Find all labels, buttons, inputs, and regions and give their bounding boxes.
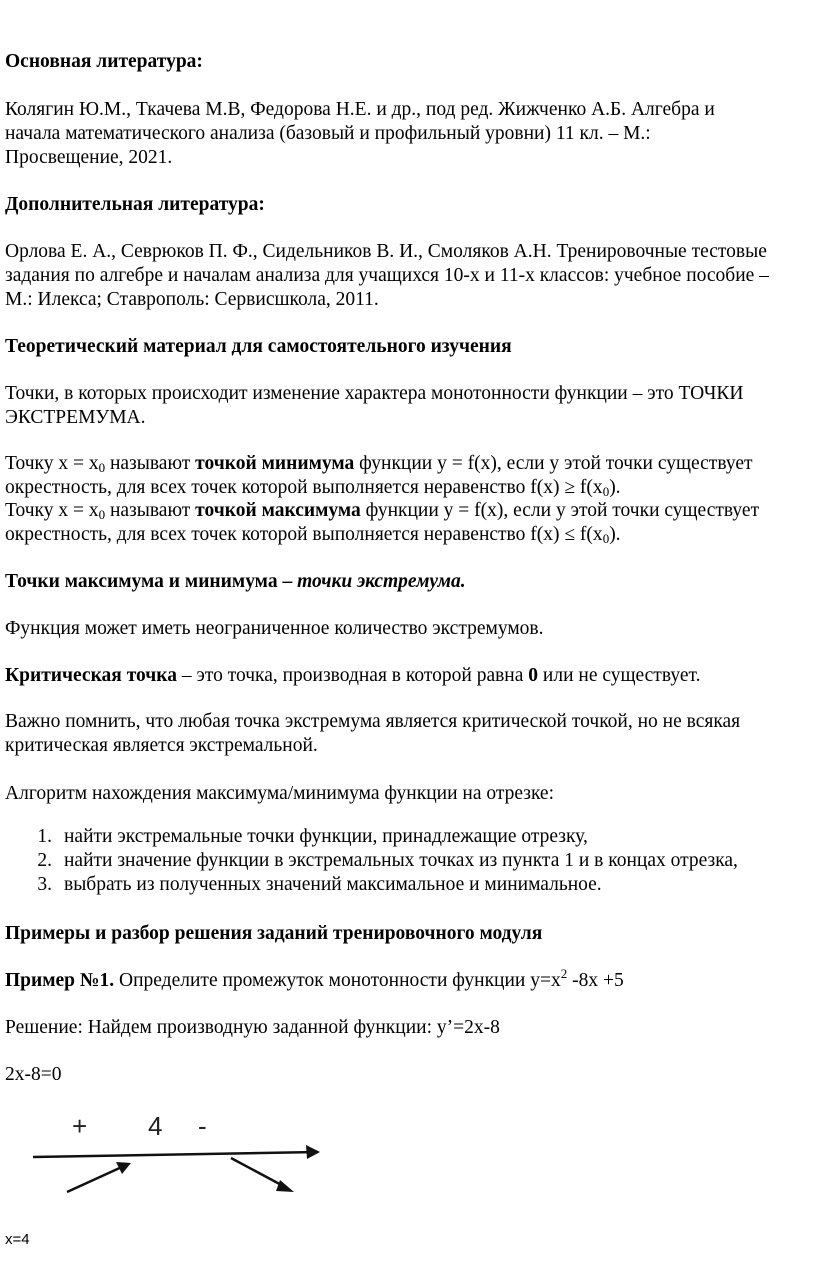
answer-text: x=4 [5, 1231, 30, 1248]
minus-sign: - [198, 1111, 207, 1141]
increasing-arrow-icon [67, 1162, 131, 1192]
maximum-definition-line-1: Точку $x = x_0$ называют точкой максимума функции y = f(x), если у этой точки существует [5, 500, 760, 522]
unlimited-extrema-text: Функция может иметь неограниченное количество экстремумов. [5, 618, 544, 639]
extra-literature-line-3: М.: Илекса; Ставрополь: Сервисшкола, 2011. [5, 289, 379, 310]
main-literature-line-2: начала математического анализа (базовый и профильный уровни) 11 кл. – М.: [5, 123, 651, 144]
equation-text: 2x-8=0 [5, 1064, 62, 1085]
extra-literature-line-1: Орлова Е. А., Севрюков П. Ф., Сидельников В. И., Смоляков А.Н. Тренировочные тестовые [5, 241, 767, 262]
list-item: найти экстремальные точки функции, принадлежащие отрезку, [64, 826, 588, 847]
extra-literature-heading: Дополнительная литература: [5, 194, 265, 215]
main-literature-heading: Основная литература: [5, 51, 203, 72]
maximum-definition-line-2: окрестность, для всех точек которой выполняется неравенство $f(x) \le f(x_0)$. [5, 524, 621, 546]
list-item: найти значение функции в экстремальных точках из пункта 1 и в концах отрезка, [64, 850, 738, 871]
sign-diagram [0, 1100, 400, 1210]
examples-heading: Примеры и разбор решения заданий тренировочного модуля [5, 923, 543, 944]
remember-line-1: Важно помнить, что любая точка экстремума является критической точкой, но не всякая [5, 711, 741, 732]
minimum-definition-line-1: Точку $x = x_0$ называют точкой минимума функции y = f(x), если у этой точки существует [5, 453, 753, 475]
theory-paragraph-line-1: Точки, в которых происходит изменение характера монотонности функции – это ТОЧКИ [5, 383, 744, 404]
list-item-number: 1. [37, 826, 52, 847]
list-item-number: 2. [37, 850, 52, 871]
list-item-number: 3. [37, 874, 52, 895]
minimum-definition-line-2: окрестность, для всех точек которой выполняется неравенство $f(x) \ge f(x_0)$. [5, 477, 621, 499]
example-1-statement: Пример №1. Определите промежуток монотонности функции $y=x^2$ -8x +5 [5, 966, 624, 991]
extra-literature-line-2: задания по алгебре и началам анализа для учащихся 10-х и 11-х классов: учебное пособие – [5, 265, 769, 286]
main-literature-line-3: Просвещение, 2021. [5, 147, 173, 168]
theory-heading: Теоретический материал для самостоятельного изучения [5, 336, 512, 357]
theory-paragraph-line-2: ЭКСТРЕМУМА. [5, 407, 146, 428]
number-axis-arrow [33, 1145, 320, 1159]
extremum-heading: Точки максимума и минимума – точки экстремума. [5, 571, 466, 592]
minimum-term: точкой минимума [195, 453, 355, 474]
critical-point-label: 4 [148, 1111, 163, 1141]
solution-text: Решение: Найдем производную заданной функции: y’=2x-8 [5, 1017, 500, 1038]
remember-line-2: критическая является экстремальной. [5, 735, 318, 756]
critical-point-definition: Критическая точка – это точка, производная в которой равна 0 или не существует. [5, 665, 701, 686]
maximum-term: точкой максимума [195, 500, 361, 521]
main-literature-line-1: Колягин Ю.М., Ткачева М.В, Федорова Н.Е. и др., под ред. Жижченко А.Б. Алгебра и [5, 99, 715, 120]
decreasing-arrow-icon [231, 1158, 294, 1192]
plus-sign: + [72, 1111, 88, 1141]
algorithm-title: Алгоритм нахождения максимума/минимума функции на отрезке: [5, 783, 555, 804]
list-item: выбрать из полученных значений максимальное и минимальное. [64, 874, 602, 895]
